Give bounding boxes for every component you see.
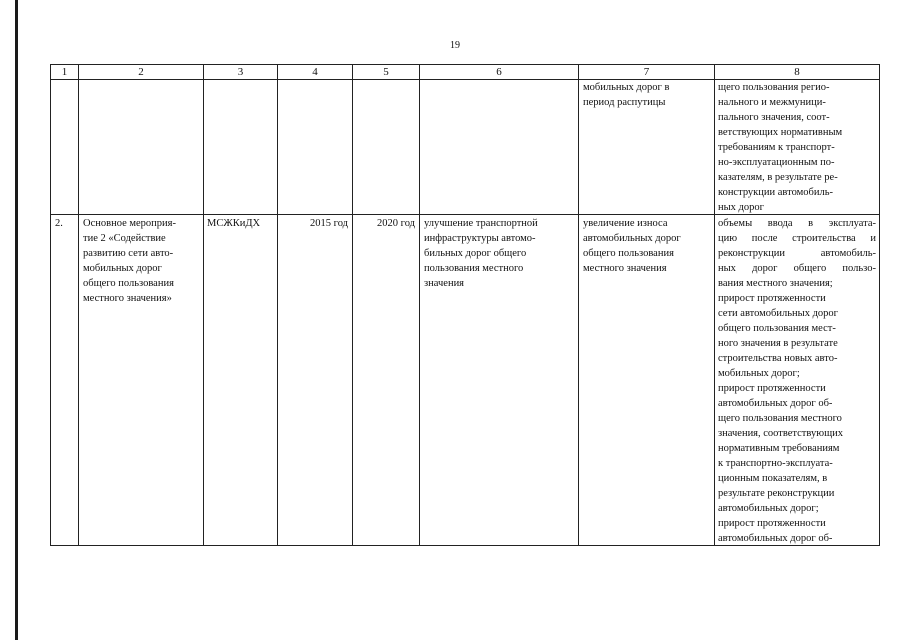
text-line: местного значения xyxy=(583,263,667,274)
text-line: объемы ввода в эксплуата- xyxy=(718,218,876,229)
text-line: щего пользования местного xyxy=(718,413,842,424)
column-divider xyxy=(419,65,420,545)
text-line: тие 2 «Содействие xyxy=(83,233,166,244)
text-line: автомобильных дорог xyxy=(583,233,681,244)
end-year: 2020 год xyxy=(377,218,415,229)
text-line: вания местного значения; xyxy=(718,278,833,289)
text-line: ционным показателям, в xyxy=(718,473,828,484)
text-line: улучшение транспортной xyxy=(424,218,538,229)
row2-consequences xyxy=(583,216,711,276)
header-col-1: 1 xyxy=(61,66,68,78)
text-line: общего пользования xyxy=(83,278,174,289)
row1-results xyxy=(718,80,875,215)
text-line: сети автомобильных дорог xyxy=(718,308,838,319)
text-line: бильных дорог общего xyxy=(424,248,527,259)
row2-number xyxy=(55,216,77,231)
header-col-2: 2 xyxy=(138,66,144,78)
text-line: ного значения в результате xyxy=(718,338,838,349)
header-col-3: 3 xyxy=(237,66,244,78)
text-line: автомобильных дорог об- xyxy=(718,533,833,544)
column-divider xyxy=(277,65,278,545)
header-col-6: 6 xyxy=(496,66,502,78)
text-line: мобильных дорог xyxy=(83,263,162,274)
row2-start-year xyxy=(278,216,348,231)
header-col-4: 4 xyxy=(312,66,318,78)
text-line: Основное мероприя- xyxy=(83,218,176,229)
text-line: нального и межмуници- xyxy=(718,97,826,108)
column-divider xyxy=(714,65,715,545)
text-line: общего пользования xyxy=(583,248,674,259)
header-col-8: 8 xyxy=(794,66,800,78)
text-line: развитию сети авто- xyxy=(83,248,174,259)
text-line: значения xyxy=(424,278,465,289)
text-line: щего пользования регио- xyxy=(718,82,830,93)
row2-expected-result xyxy=(424,216,576,291)
row-number: 2. xyxy=(55,218,63,229)
header-col-5: 5 xyxy=(383,66,389,78)
text-line: автомобильных дорог; xyxy=(718,503,819,514)
text-line: местного значения» xyxy=(83,293,172,304)
text-line: период распутицы xyxy=(583,97,666,108)
text-line: ных дорог общего пользо- xyxy=(718,263,876,274)
row2-executor xyxy=(207,216,277,231)
page-edge-bar xyxy=(15,0,18,640)
program-table xyxy=(50,64,880,546)
executor-text: МСЖКиДХ xyxy=(207,218,261,229)
row1-target-indicators xyxy=(583,80,711,110)
text-line: общего пользования мест- xyxy=(718,323,836,334)
text-line: прирост протяженности xyxy=(718,383,826,394)
start-year: 2015 год xyxy=(310,218,348,229)
page-number: 19 xyxy=(450,40,460,51)
text-line: нормативным требованиям xyxy=(718,443,840,454)
row2-indicators xyxy=(718,216,876,546)
column-divider xyxy=(578,65,579,545)
text-line: инфраструктуры автомо- xyxy=(424,233,536,244)
row2-activity-name xyxy=(83,216,201,306)
text-line: ных дорог xyxy=(718,202,764,213)
text-line: требованиям к транспорт- xyxy=(718,142,835,153)
text-line: увеличение износа xyxy=(583,218,668,229)
text-line: мобильных дорог в xyxy=(583,82,670,93)
text-line: строительства новых авто- xyxy=(718,353,838,364)
header-col-7: 7 xyxy=(643,66,650,78)
text-line: результате реконструкции xyxy=(718,488,835,499)
text-line: прирост протяженности xyxy=(718,293,826,304)
text-line: значения, соответствующих xyxy=(718,428,844,439)
text-line: реконструкции автомобиль- xyxy=(718,248,876,259)
text-line: автомобильных дорог об- xyxy=(718,398,833,409)
text-line: цию после строительства и xyxy=(718,233,876,244)
text-line: ветствующих нормативным xyxy=(718,127,843,138)
row2-end-year xyxy=(353,216,415,231)
text-line: прирост протяженности xyxy=(718,518,826,529)
column-divider xyxy=(352,65,353,545)
column-divider xyxy=(78,65,79,545)
text-line: мобильных дорог; xyxy=(718,368,800,379)
text-line: к транспортно-эксплуата- xyxy=(718,458,833,469)
text-line: казателям, в результате ре- xyxy=(718,172,838,183)
text-line: пального значения, соот- xyxy=(718,112,830,123)
text-line: конструкции автомобиль- xyxy=(718,187,833,198)
column-divider xyxy=(203,65,204,545)
text-line: но-эксплуатационным по- xyxy=(718,157,835,168)
text-line: пользования местного xyxy=(424,263,524,274)
